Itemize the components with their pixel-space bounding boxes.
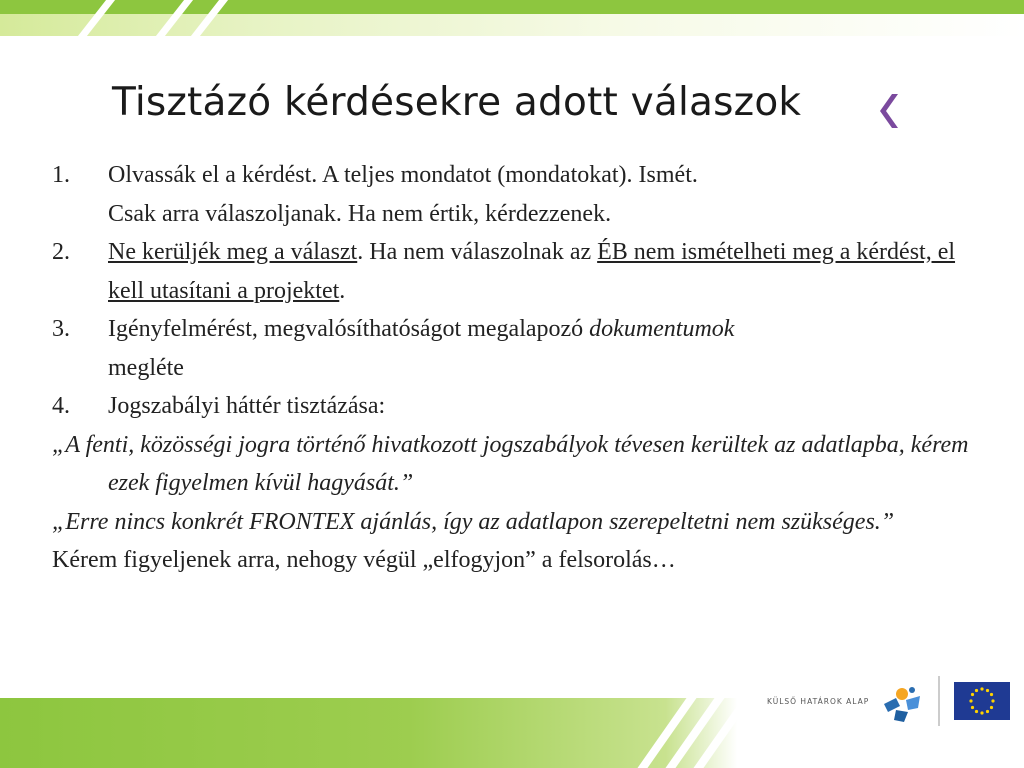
- item-text: megléte: [108, 354, 184, 381]
- list-item: [52, 310, 992, 387]
- slide-body: [52, 156, 992, 580]
- quote-paragraph: „A fenti, közösségi jogra történő hivatkozott jogszabályok tévesen kerültek az adatlapba, kérem ezek figyelmen kívül hagyását.”: [52, 431, 969, 496]
- underlined-phrase: ÉB nem ismételheti meg a kérdést, el kell utasítani a projektet: [108, 239, 956, 304]
- list-item: [52, 233, 992, 310]
- bottom-green-stripe: [0, 698, 1024, 768]
- top-decorative-band: [0, 0, 1024, 36]
- list-item: [52, 156, 992, 233]
- underlined-phrase: Ne kerüljék meg a választ: [108, 239, 358, 265]
- list-item: [52, 387, 992, 426]
- bottom-decorative-band: [0, 698, 1024, 768]
- item-text: [108, 233, 992, 310]
- quote-paragraph: „Erre nincs konkrét FRONTEX ajánlás, így az adatlapon szerepeltetni nem szükséges.”: [52, 508, 895, 535]
- item-text: Olvassák el a kérdést. A teljes mondatot (mondatokat). Ismét.: [108, 162, 698, 188]
- eu-flag-icon: [954, 682, 1010, 720]
- chevron-left-icon: [878, 92, 898, 130]
- logo-caption: KÜLSŐ HATÁROK ALAP: [767, 697, 870, 706]
- top-green-stripe: [0, 0, 1024, 14]
- item-number: 3.: [52, 316, 70, 342]
- top-light-green-stripe: [0, 14, 1024, 36]
- item-text: Jogszabályi háttér tisztázása:: [108, 393, 386, 419]
- item-text-plain: Igényfelmérést, megvalósíthatóságot megalapozó: [108, 316, 590, 342]
- item-text: Csak arra válaszoljanak. Ha nem értik, kérdezzenek.: [108, 200, 612, 227]
- item-text-plain: .: [339, 277, 346, 304]
- closing-paragraph: Kérem figyeljenek arra, nehogy végül „elfogyjon” a felsorolás…: [52, 547, 676, 573]
- item-text: [108, 310, 992, 349]
- item-number: 2.: [52, 239, 70, 265]
- footer-divider: [938, 676, 940, 726]
- item-text-plain: . Ha nem válaszolnak az: [357, 239, 598, 265]
- italic-phrase: dokumentumok: [589, 316, 735, 342]
- item-number: 4.: [52, 393, 70, 419]
- item-number: 1.: [52, 162, 70, 188]
- kulso-hatarok-alap-logo-icon: [878, 682, 928, 722]
- slide-title: Tisztázó kérdésekre adott válaszok: [112, 80, 802, 125]
